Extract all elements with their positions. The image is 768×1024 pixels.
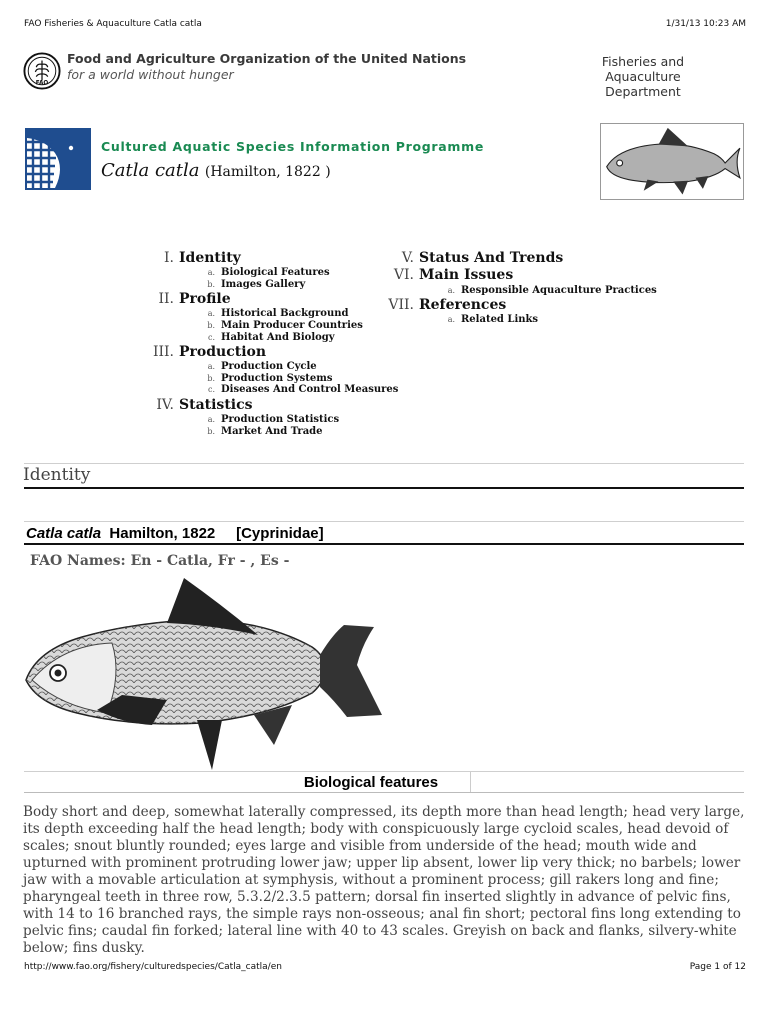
biological-features-header [24,772,744,792]
toc-subitem[interactable]: a. Responsible Aquaculture Practices [447,285,657,296]
toc-subitem[interactable]: a. Production Cycle [207,361,317,372]
toc-subitem[interactable]: a. Biological Features [207,267,330,278]
print-page-title: FAO Fisheries & Aquaculture Catla catla [24,19,202,29]
biological-features-title: Biological features [303,774,439,791]
divider [24,543,744,545]
species-scientific-name: Catla catla [101,160,200,181]
toc-subitem[interactable]: b. Images Gallery [207,279,306,290]
casip-logo-icon [25,128,91,190]
toc-subitem[interactable]: c. Habitat And Biology [207,332,335,343]
toc-item-statistics[interactable]: IV. Statistics [156,397,253,413]
fao-names: FAO Names: En - Catla, Fr - , Es - [30,553,290,569]
toc-item-profile[interactable]: II. Profile [158,291,231,307]
toc-item-identity[interactable]: I. Identity [164,250,241,266]
print-datetime: 1/31/13 10:23 AM [665,19,746,29]
toc-subitem[interactable]: a. Related Links [447,314,539,325]
fish-thumbnail-image[interactable] [600,123,744,200]
toc-subitem[interactable]: b. Main Producer Countries [207,320,363,331]
toc-subitem[interactable]: a. Historical Background [207,308,349,319]
org-tagline: for a world without hunger [67,67,234,82]
toc-item-status-and-trends[interactable]: V. Status And Trends [401,250,564,266]
divider [24,487,744,489]
toc-item-production[interactable]: III. Production [152,344,267,360]
toc-subitem[interactable]: b. Market And Trade [207,426,323,437]
department-line-2: Aquaculture Department [605,69,681,99]
toc-subitem[interactable]: c. Diseases And Control Measures [207,384,399,395]
species-classification [26,525,324,542]
toc-item-main-issues[interactable]: VI. Main Issues [393,267,514,283]
species-authority: (Hamilton, 1822 ) [204,164,331,180]
divider [24,463,744,464]
programme-title[interactable]: Cultured Aquatic Species Information Programme [101,139,485,154]
toc-subitem[interactable]: a. Production Statistics [207,414,340,425]
org-name[interactable]: Food and Agriculture Organization of the United Nations [67,51,467,66]
identity-species: Catla catla [26,525,102,542]
toc-item-references[interactable]: VII. References [388,297,507,313]
identity-authority: Hamilton, 1822 [109,525,216,542]
divider [24,521,744,522]
fao-logo-icon[interactable] [23,52,61,90]
divider [24,792,744,793]
fao-logo-text: FAO [35,80,49,87]
cell-divider [470,772,471,792]
toc-subitem[interactable]: b. Production Systems [207,373,333,384]
department-line-1: Fisheries and [601,54,685,69]
species-title [101,160,331,181]
catla-fish-illustration [22,575,384,770]
biological-features-text: Body short and deep, somewhat laterally compressed, its depth more than head length; head very large, its depth exceeding half the head length; body with conspicuously large cycloid scales, head devoid of scales; snout bluntly rounded; eyes large and visible from underside of the head; mouth wide and upturned with prominent protruding lower jaw; upper lip absent, lower lip very thick; no barbels; lower jaw with a movable articulation at symphysis, without a prominent process; gill rakers long and fine; pharyngeal teeth in three row, 5.3.2/2.3.5 pattern; dorsal fin inserted slightly in advance of pelvic fins, with 14 to 16 branched rays, the simple rays non-osseous; anal fin short; pectoral fins long extending to pelvic fins; caudal fin forked; lateral line with 40 to 43 scales. Greyish on back and flanks, silvery-white below; fins dusky. [23,804,745,956]
page-url: http://www.fao.org/fishery/culturedspecies/Catla_catla/en [24,962,282,972]
identity-family: [Cyprinidae] [236,525,324,542]
department-title[interactable] [566,54,720,99]
section-heading-identity: Identity [23,465,91,485]
page-number: Page 1 of 12 [689,962,746,972]
